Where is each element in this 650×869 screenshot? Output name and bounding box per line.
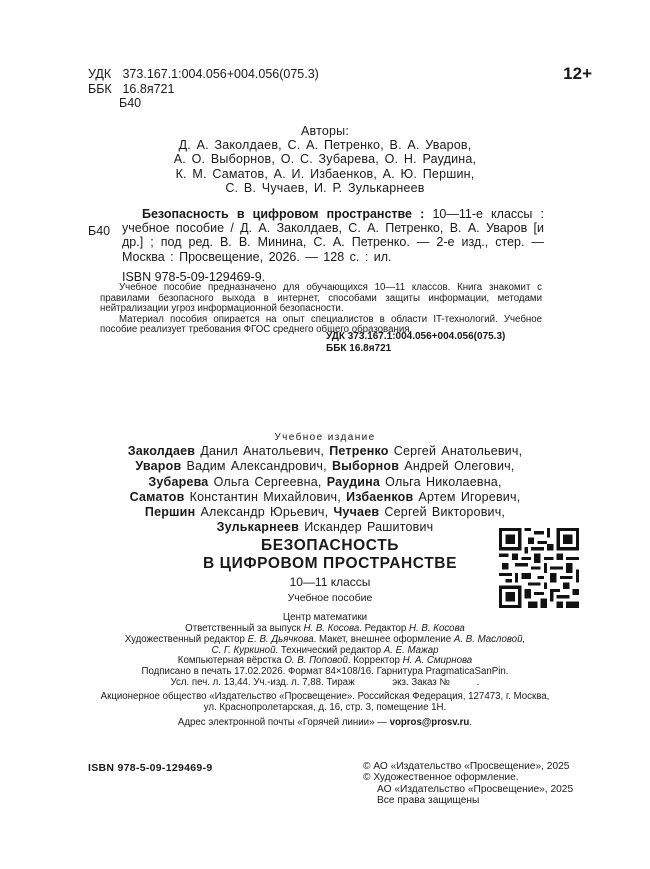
author-given-names: Артем Игоревич, [413, 489, 521, 504]
publishing-center: Центр математики [282, 612, 368, 623]
credit-person: А. Е. Мажар [383, 644, 439, 656]
age-rating: 12+ [563, 64, 592, 83]
hotline-email [0, 717, 650, 728]
credit-role: Художественный редактор [124, 633, 248, 645]
credit-person: Н. В. Косова [303, 623, 360, 634]
editorial-credits [0, 624, 650, 667]
credit-role: . Корректор [347, 655, 403, 667]
authors-heading: Авторы: [300, 124, 350, 138]
credit-role: . Технический редактор [275, 644, 384, 656]
authors-line: К. М. Саматов, А. И. Избаенков, А. Ю. Першин, [175, 166, 475, 181]
credit-person: О. В. Поповой [284, 655, 348, 667]
authors-line: А. О. Выборнов, О. С. Зубарева, О. Н. Раудина, [173, 152, 477, 167]
isbn-bibliography: ISBN 978-5-09-129469-9. [122, 270, 266, 284]
author-given-names: Андрей Олегович, [399, 459, 515, 474]
annotation-paragraph: Материал пособия опирается на опыт специалистов в области IT-технологий. Учебное пособие реализует требования ФГОС среднего общего образования. [100, 313, 542, 335]
isbn-footer: ISBN 978-5-09-129469-9 [88, 762, 213, 774]
qr-code-icon [499, 528, 579, 608]
copyright-line: АО «Издательство «Просвещение», 2025 [377, 783, 574, 795]
udk-bold: УДК 373.167.1:004.056+004.056(075.3) [326, 331, 506, 342]
author-surname: Петренко [329, 444, 389, 458]
credit-role: Ответственный за выпуск [185, 623, 304, 634]
author-surname: Зулькарнеев [216, 520, 300, 535]
bbk-label: ББК [88, 81, 112, 96]
author-given-names: Данил Анатольевич, [195, 444, 330, 458]
author-surname: Першин [144, 505, 196, 520]
full-names-line [0, 459, 650, 474]
book-title-line: БЕЗОПАСНОСТЬ [260, 537, 400, 554]
full-names-line [0, 505, 650, 520]
author-given-names: Константин Михайлович, [184, 489, 347, 504]
bibliography-record [122, 207, 544, 264]
annotation [100, 283, 542, 336]
annotation-paragraph: Учебное пособие предназначено для обучающихся 10—11 классов. Книга знакомит с правилами безопасного выхода в интернет, способами защиты информации, методами нейтрализации угроз информационной безопасности. [100, 282, 542, 314]
udk-label: УДК [88, 67, 112, 81]
author-given-names: Искандер Рашитович [299, 520, 434, 535]
author-given-names: Сергей Викторович, [379, 505, 506, 520]
credit-person: Е. В. Дьячкова [247, 633, 314, 645]
edition-type: Учебное издание [274, 432, 376, 443]
print-details [0, 667, 650, 689]
author-surname: Уваров [135, 459, 182, 474]
authors-line: С. В. Чучаев, И. Р. Зулькарнеев [225, 180, 425, 195]
publisher-address [0, 692, 650, 714]
authors-full-names [0, 444, 650, 536]
udk-value: 373.167.1:004.056+004.056(075.3) [122, 67, 319, 81]
credit-person: Н. В. Косова [409, 623, 465, 634]
classification-codes-bottom [326, 331, 505, 354]
udk-row [88, 67, 319, 82]
author-mark: Б40 [119, 96, 142, 110]
book-title-bold: Безопасность в цифровом пространстве : [142, 207, 425, 221]
author-given-names: Ольга Сергеевна, [208, 474, 327, 489]
bbk-bold: ББК 16.8я721 [326, 342, 392, 354]
grades: 10—11 классы [289, 575, 371, 589]
hotline-email-link[interactable]: vopros@prosv.ru [389, 717, 470, 728]
full-names-line [0, 475, 650, 490]
book-type: Учебное пособие [287, 592, 373, 604]
hotline-label: Адрес электронной почты «Горячей линии» — [177, 717, 390, 728]
full-names-line [0, 444, 650, 459]
punctuation: . [469, 717, 473, 728]
copyright-block [363, 761, 573, 807]
credit-person: С. Г. Куркиной [211, 644, 276, 656]
author-surname: Заколдаев [127, 444, 196, 458]
author-surname: Зубарева [148, 474, 209, 489]
author-given-names: Сергей Анатольевич, [388, 444, 523, 458]
credit-role: . Редактор [359, 623, 410, 634]
publisher-line: ул. Краснопролетарская, д. 16, стр. 3, помещение 1Н. [203, 701, 447, 713]
publisher-line: Акционерное общество «Издательство «Просвещение». Российская Федерация, 127473, г. Москва, [100, 691, 550, 702]
print-line: Подписано в печать 17.02.2026. Формат 84×108/16. Гарнитура PragmaticaSanPin. [141, 666, 509, 677]
author-surname: Раудина [326, 474, 380, 489]
author-mark-row [88, 96, 319, 111]
authors-block [0, 124, 650, 195]
bibliography-description: 10—11-е классы : учебное пособие / Д. А. Заколдаев, С. А. Петренко, В. А. Уваров [и др.] ; под ред. В. В. Минина, С. А. Петренко. — 2-е изд., стер. — Москва : Просвещение, 2026. — 128 с. : ил. [122, 207, 544, 264]
credit-role: . Макет, внешнее оформление [313, 633, 454, 645]
bibliography-code: Б40 [88, 224, 111, 238]
author-given-names: Вадим Александрович, [181, 459, 332, 474]
author-surname: Избаенков [346, 489, 414, 504]
author-surname: Чучаев [333, 505, 380, 520]
author-given-names: Александр Юрьевич, [195, 505, 334, 520]
copyright-line: © Художественное оформление. [363, 772, 519, 784]
credit-person: А. В. Масловой, [453, 633, 526, 645]
copyright-line: © АО «Издательство «Просвещение», 2025 [363, 761, 570, 772]
credit-person: Н. А. Смирнова [402, 655, 473, 667]
bbk-row [88, 82, 319, 97]
classification-codes-top [88, 67, 319, 111]
author-given-names: Ольга Николаевна, [380, 474, 502, 489]
author-surname: Саматов [129, 489, 185, 504]
credit-role: Компьютерная вёрстка [177, 655, 285, 667]
author-surname: Выборнов [331, 459, 400, 474]
bbk-value: 16.8я721 [122, 81, 175, 96]
full-names-line [0, 490, 650, 505]
authors-line: Д. А. Заколдаев, С. А. Петренко, В. А. Уваров, [178, 138, 472, 153]
book-title [190, 537, 470, 573]
print-line: Усл. печ. л. 13,44. Уч.-изд. л. 7,88. Тираж экз. Заказ № . [170, 676, 480, 688]
book-title-line: В ЦИФРОВОМ ПРОСТРАНСТВЕ [202, 555, 458, 572]
copyright-line: Все права защищены [377, 795, 480, 807]
